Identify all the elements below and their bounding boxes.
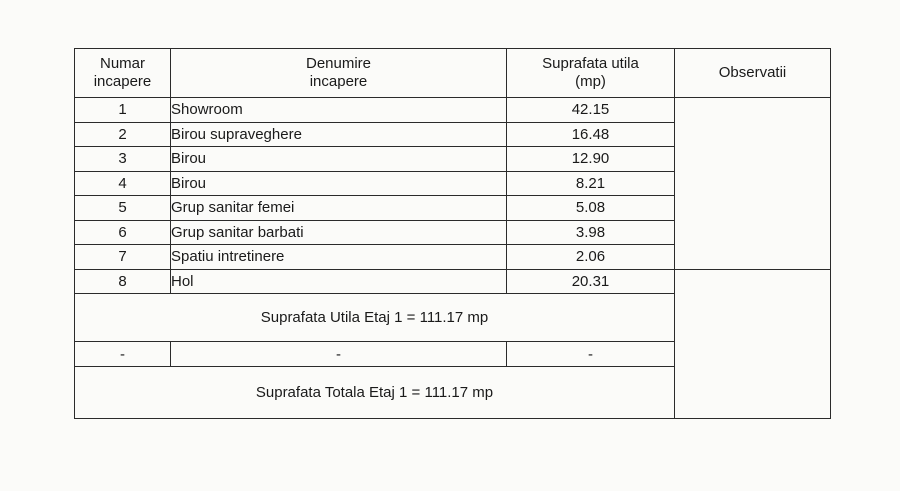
summary-utila: Suprafata Utila Etaj 1 = 111.17 mp (75, 294, 675, 342)
room-name: Grup sanitar barbati (171, 220, 507, 245)
room-name: Spatiu intretinere (171, 245, 507, 270)
room-area: 20.31 (507, 269, 675, 294)
header-numar: Numar incapere (75, 49, 171, 98)
room-number: 6 (75, 220, 171, 245)
rooms-table (74, 48, 831, 419)
room-number: 8 (75, 269, 171, 294)
summary-totala: Suprafata Totala Etaj 1 = 111.17 mp (75, 367, 675, 419)
header-denumire: Denumire incapere (171, 49, 507, 98)
observatii-cell (675, 98, 831, 270)
room-number: 7 (75, 245, 171, 270)
room-area: 42.15 (507, 98, 675, 123)
room-number: 5 (75, 196, 171, 221)
room-name: Grup sanitar femei (171, 196, 507, 221)
room-area: 12.90 (507, 147, 675, 172)
room-area: 16.48 (507, 122, 675, 147)
dash-cell: - (75, 342, 171, 367)
table-row (75, 98, 831, 123)
room-name: Birou (171, 171, 507, 196)
header-suprafata: Suprafata utila (mp) (507, 49, 675, 98)
header-row (75, 49, 831, 98)
room-area: 2.06 (507, 245, 675, 270)
room-number: 2 (75, 122, 171, 147)
room-name: Birou (171, 147, 507, 172)
header-observatii: Observatii (675, 49, 831, 98)
observatii-cell-lower (675, 269, 831, 419)
room-number: 3 (75, 147, 171, 172)
room-area: 5.08 (507, 196, 675, 221)
room-number: 1 (75, 98, 171, 123)
room-name: Showroom (171, 98, 507, 123)
room-area: 8.21 (507, 171, 675, 196)
dash-cell: - (507, 342, 675, 367)
room-number: 4 (75, 171, 171, 196)
room-name: Birou supraveghere (171, 122, 507, 147)
table-row (75, 269, 831, 294)
room-area: 3.98 (507, 220, 675, 245)
dash-cell: - (171, 342, 507, 367)
room-name: Hol (171, 269, 507, 294)
